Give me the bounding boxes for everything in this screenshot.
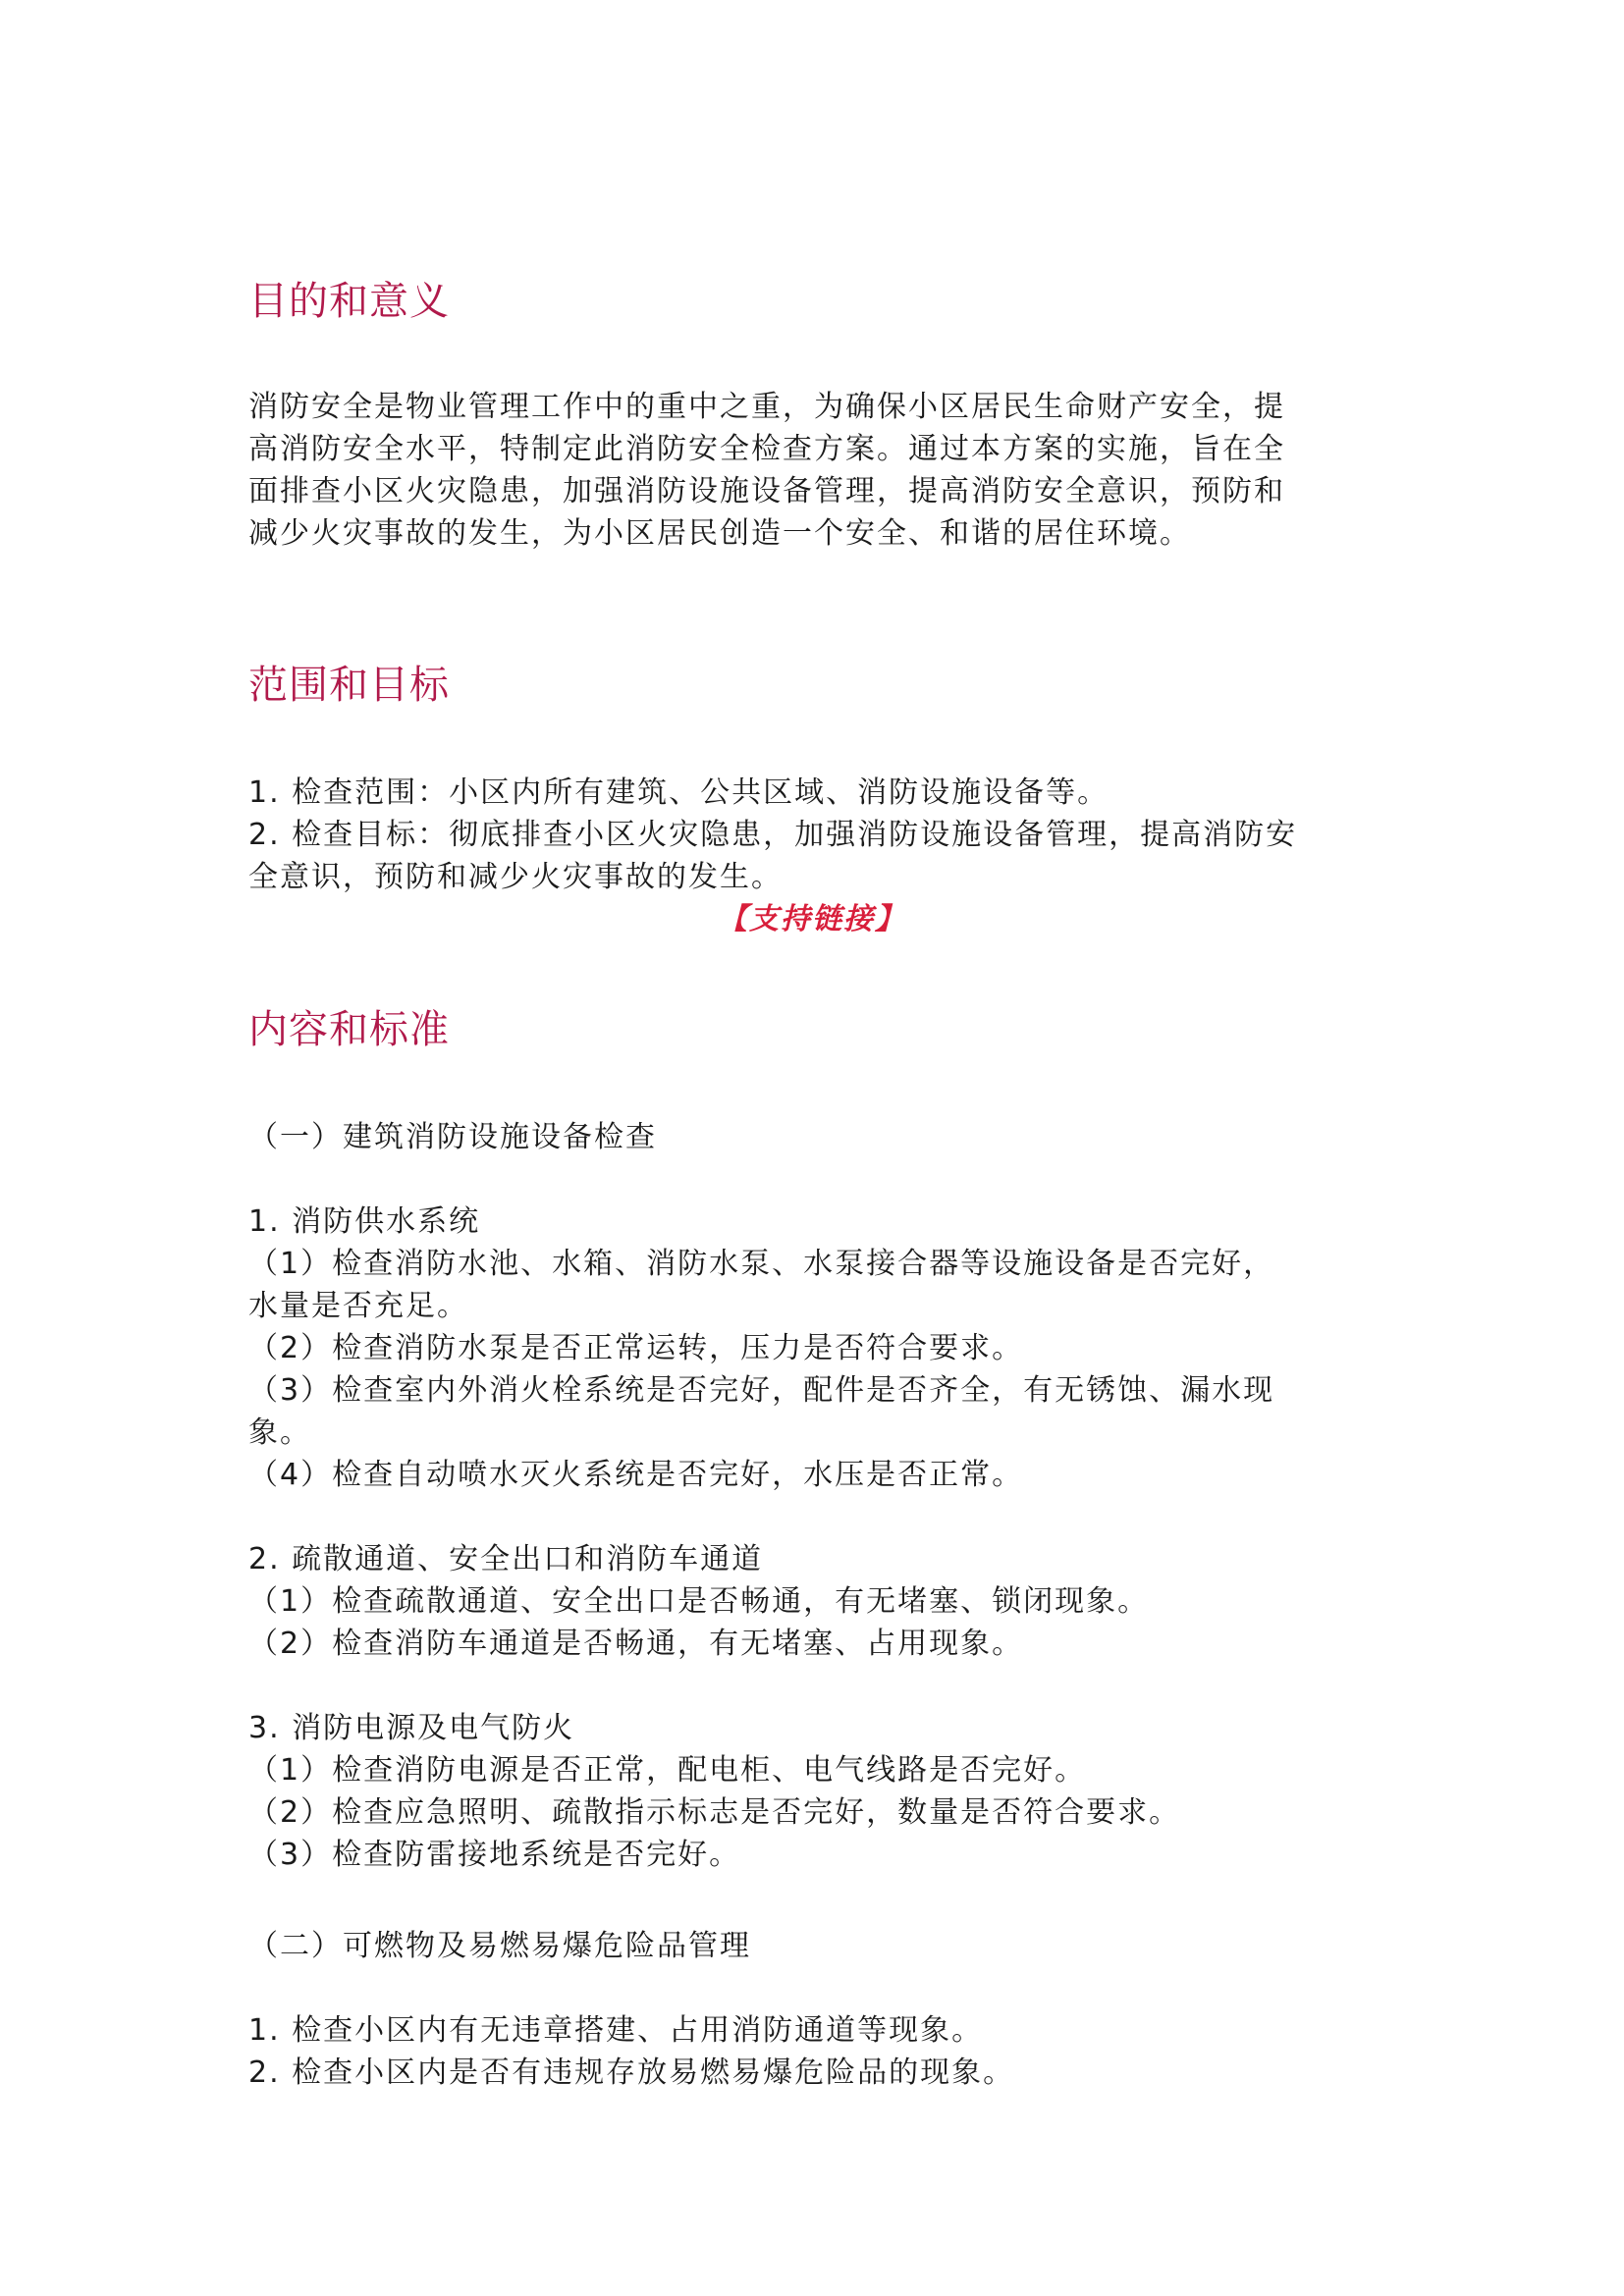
heading-content: 内容和标准 (248, 1007, 450, 1052)
power-line: （2）检查应急照明、疏散指示标志是否完好，数量是否符合要求。 (248, 1795, 1181, 1830)
purpose-line: 消防安全是物业管理工作中的重中之重，为确保小区居民生命财产安全，提 (248, 390, 1285, 424)
scope-line: 2. 检查目标：彻底排查小区火灾隐患，加强消防设施设备管理，提高消防安 (248, 818, 1298, 852)
evacuation-line: （1）检查疏散通道、安全出口是否畅通，有无堵塞、锁闭现象。 (248, 1584, 1150, 1619)
evacuation-line: 2. 疏散通道、安全出口和消防车通道 (248, 1542, 764, 1576)
water-line: （4）检查自动喷水灭火系统是否完好，水压是否正常。 (248, 1458, 1024, 1492)
water-line: （2）检查消防水泵是否正常运转，压力是否符合要求。 (248, 1331, 1024, 1365)
water-line: 水量是否充足。 (248, 1289, 468, 1323)
heading-purpose: 目的和意义 (248, 279, 450, 324)
power-line: （3）检查防雷接地系统是否完好。 (248, 1838, 741, 1872)
water-line: （3）检查室内外消火栓系统是否完好，配件是否齐全，有无锈蚀、漏水现 (248, 1373, 1275, 1408)
power-line: 3. 消防电源及电气防火 (248, 1711, 575, 1745)
evacuation-line: （2）检查消防车通道是否畅通，有无堵塞、占用现象。 (248, 1627, 1024, 1661)
power-line: （1）检查消防电源是否正常，配电柜、电气线路是否完好。 (248, 1753, 1087, 1788)
water-line: 1. 消防供水系统 (248, 1204, 481, 1239)
part1-title: （一）建筑消防设施设备检查 (248, 1120, 657, 1154)
purpose-line: 减少火灾事故的发生，为小区居民创造一个安全、和谐的居住环境。 (248, 516, 1191, 551)
purpose-line: 面排查小区火灾隐患，加强消防设施设备管理，提高消防安全意识，预防和 (248, 474, 1285, 508)
part2-title: （二）可燃物及易燃易爆危险品管理 (248, 1929, 751, 1963)
scope-line: 1. 检查范围：小区内所有建筑、公共区域、消防设施设备等。 (248, 775, 1110, 810)
water-line: （1）检查消防水池、水箱、消防水泵、水泵接合器等设施设备是否完好， (248, 1247, 1275, 1281)
scope-line: 全意识，预防和减少火灾事故的发生。 (248, 860, 783, 894)
hazard-line: 2. 检查小区内是否有违规存放易燃易爆危险品的现象。 (248, 2056, 1015, 2090)
hazard-line: 1. 检查小区内有无违章搭建、占用消防通道等现象。 (248, 2013, 984, 2048)
water-line: 象。 (248, 1415, 311, 1450)
heading-scope: 范围和目标 (248, 663, 450, 708)
purpose-line: 高消防安全水平，特制定此消防安全检查方案。通过本方案的实施，旨在全 (248, 432, 1285, 466)
support-link[interactable]: 【支持链接】 (718, 902, 906, 936)
